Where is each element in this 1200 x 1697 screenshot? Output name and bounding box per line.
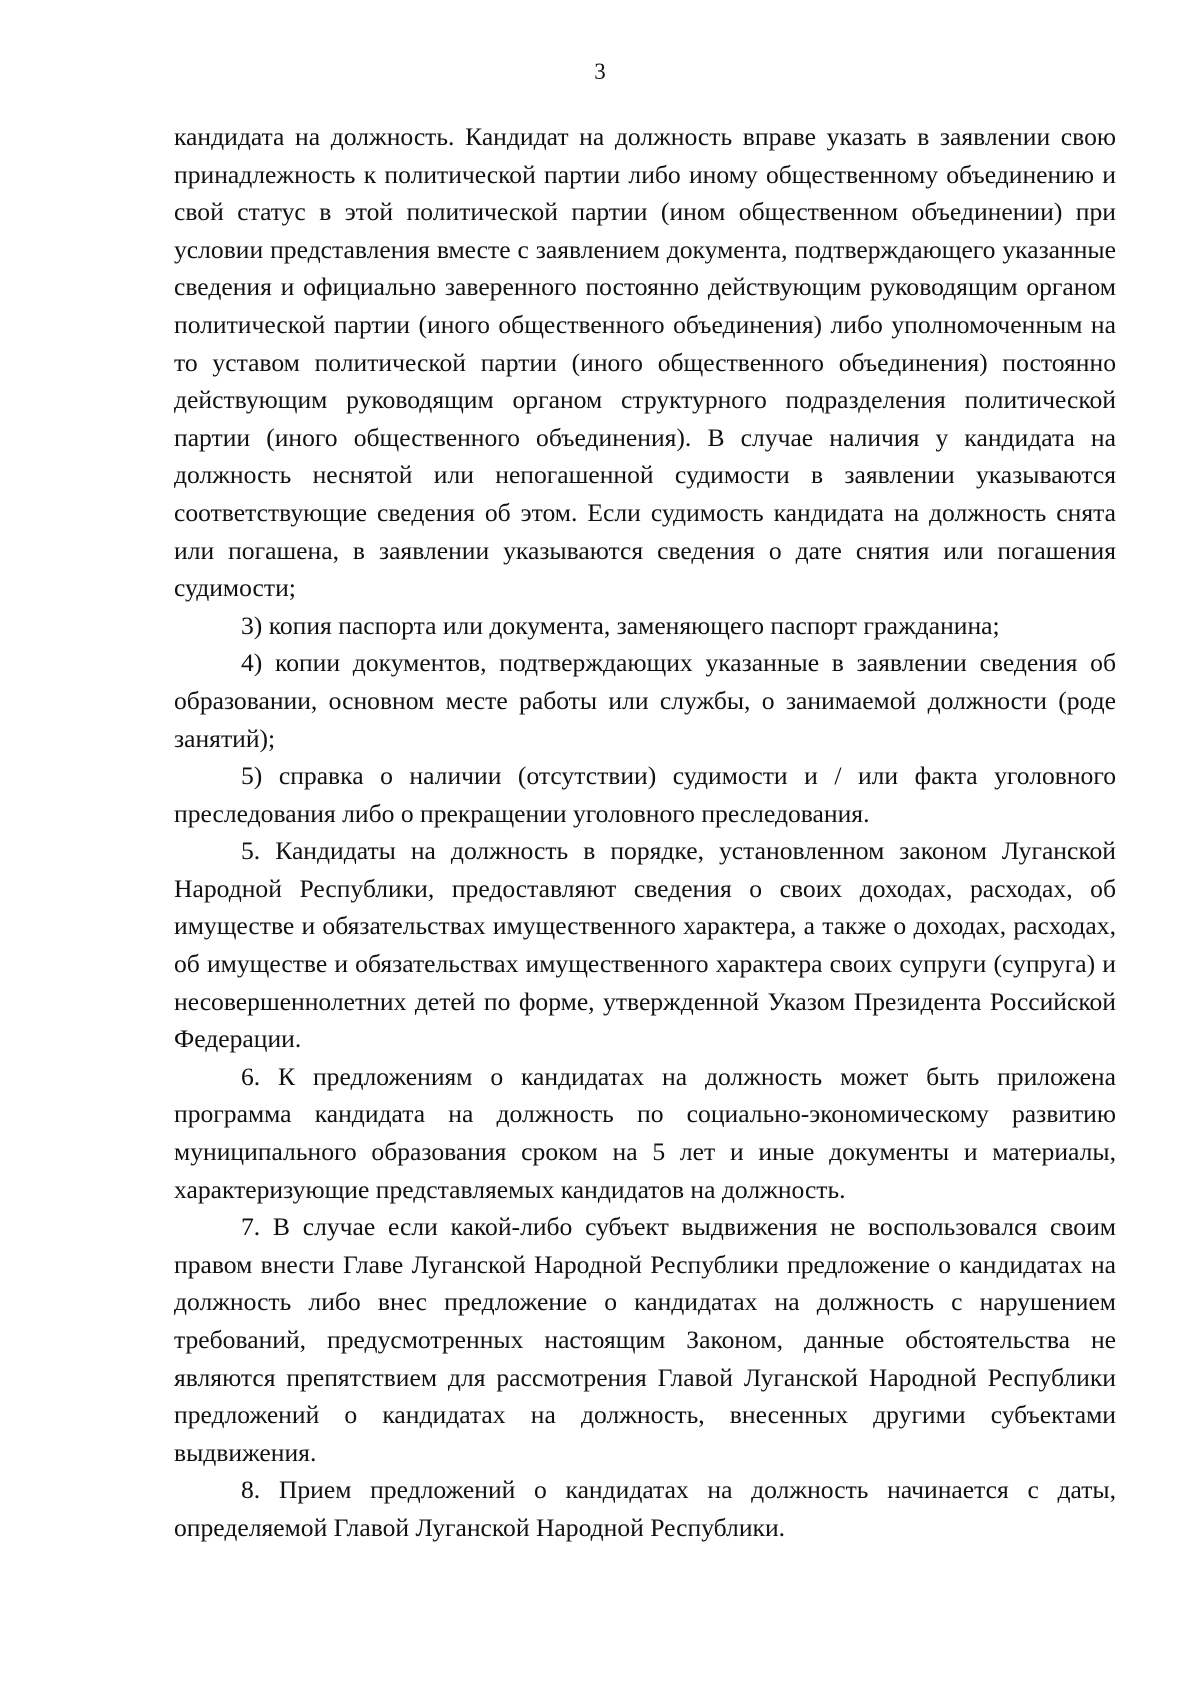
paragraph-section-6: 6. К предложениям о кандидатах на должность может быть приложена программа кандидата на должность по социально-экономическому развитию муниципального образования сроком на 5 лет и иные документы и материалы, характеризующие представляемых кандидатов на должность. [174, 1061, 1116, 1204]
document-body [174, 118, 1116, 1547]
paragraph-section-7: 7. В случае если какой-либо субъект выдвижения не воспользовался своим правом внести Главе Луганской Народной Республики предложение о кандидатах на должность либо внес предложение о кандидатах на должность с нарушением требований, предусмотренных настоящим Законом, данные обстоятельства не являются препятствием для рассмотрения Главой Луганской Народной Республики предложений о кандидатах на должность, внесенных другими субъектами выдвижения. [174, 1212, 1116, 1467]
paragraph-continuation: кандидата на должность. Кандидат на должность вправе указать в заявлении свою принадлежность к политической партии либо иному общественному объединению и свой статус в этой политической партии (ином общественном объединении) при условии представления вместе с заявлением документа, подтверждающего указанные сведения и официально заверенного постоянно действующим руководящим органом политической партии (иного общественного объединения) либо уполномоченным на то уставом политической партии (иного общественного объединения) постоянно действующим руководящим органом структурного подразделения политической партии (иного общественного объединения). В случае наличия у кандидата на должность неснятой или непогашенной судимости в заявлении указываются соответствующие сведения об этом. Если судимость кандидата на должность снята или погашена, в заявлении указываются сведения о дате снятия или погашения судимости; [174, 122, 1116, 603]
page-number: 3 [594, 59, 606, 84]
paragraph-item-3: 3) копия паспорта или документа, заменяющего паспорт гражданина; [241, 610, 1000, 640]
paragraph-section-5: 5. Кандидаты на должность в порядке, установленном законом Луганской Народной Республики, предоставляют сведения о своих доходах, расходах, об имуществе и обязательствах имущественного характера, а также о доходах, расходах, об имуществе и обязательствах имущественного характера своих супруги (супруга) и несовершеннолетних детей по форме, утвержденной Указом Президента Российской Федерации. [174, 836, 1116, 1054]
paragraph-item-4: 4) копии документов, подтверждающих указанные в заявлении сведения об образовании, основном месте работы или службы, о занимаемой должности (роде занятий); [174, 648, 1116, 753]
paragraph-section-8: 8. Прием предложений о кандидатах на должность начинается с даты, определяемой Главой Луганской Народной Республики. [174, 1475, 1116, 1542]
paragraph-item-5: 5) справка о наличии (отсутствии) судимости и / или факта уголовного преследования либо о прекращении уголовного преследования. [174, 761, 1116, 828]
